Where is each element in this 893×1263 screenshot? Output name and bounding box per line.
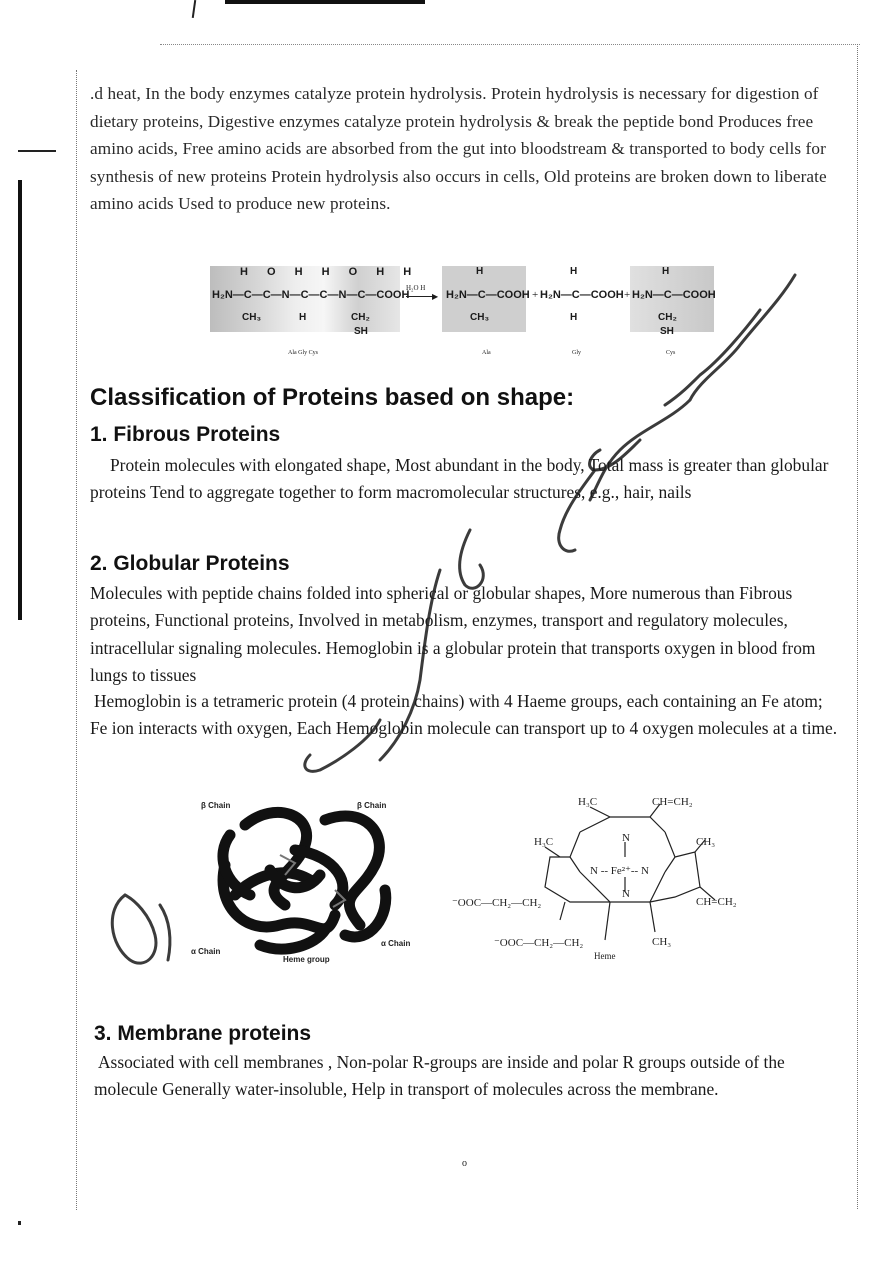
p3-ch2: CH₂ xyxy=(658,312,677,323)
hemoglobin-figure xyxy=(185,795,425,970)
heme-caption: Heme xyxy=(594,951,616,961)
heme-vinyl-right: CH=CH₂ xyxy=(696,896,737,908)
p2-h-bottom: H xyxy=(570,312,578,323)
hydrolysis-figure xyxy=(210,262,715,360)
right-margin-rule xyxy=(857,44,858,1209)
globular-heading: 2. Globular Proteins xyxy=(90,552,290,575)
heme-group-label: Heme group xyxy=(283,955,330,964)
scan-mark-top-bar xyxy=(225,0,425,4)
heme-center: N -- Fe²⁺-- N xyxy=(590,865,649,877)
left-sub-sh: SH xyxy=(354,326,368,337)
heme-ch3-bottom: CH₃ xyxy=(652,936,672,948)
top-dotted-rule xyxy=(160,44,860,45)
p2-h: H xyxy=(570,266,578,277)
caption-left: Ala Gly Cys xyxy=(288,350,318,356)
heme-h3c-top: H₃C xyxy=(578,796,598,808)
caption-p1: Ala xyxy=(482,350,491,356)
left-margin-rule xyxy=(76,70,77,1210)
classification-heading: Classification of Proteins based on shape: xyxy=(90,384,575,411)
caption-p2: Gly xyxy=(572,350,581,356)
p3-h: H xyxy=(662,266,670,277)
fibrous-paragraph: Protein molecules with elongated shape, Most abundant in the body, Total mass is greater than globular proteins Tend to aggregate together to form macromolecular structures, e.g., hair, nails xyxy=(90,455,829,503)
product-2: H₂N—C—COOH xyxy=(540,289,624,301)
caption-p3: Cys xyxy=(666,350,676,356)
product-3: H₂N—C—COOH xyxy=(632,289,716,301)
arrow-label: H₂O H xyxy=(406,284,426,292)
heme-ch3-right: CH₃ xyxy=(696,836,716,848)
alpha-chain-left-label: α Chain xyxy=(191,947,221,956)
membrane-heading: 3. Membrane proteins xyxy=(94,1022,312,1045)
plus-1: + xyxy=(532,289,539,301)
left-sub-ch3: CH₃ xyxy=(242,312,262,323)
beta-chain-left-label: β Chain xyxy=(201,801,231,810)
arrow-head: ▶ xyxy=(432,292,439,301)
scan-mark-left-dash xyxy=(18,150,56,152)
left-formula: H₂N—C—C—N—C—C—N—C—COOH xyxy=(212,289,410,301)
beta-chain-right-label: β Chain xyxy=(357,801,387,810)
membrane-paragraph: Associated with cell membranes , Non-polar R-groups are inside and polar R groups outside of the molecule Generally water-insoluble, Help in transport of molecules across the membrane. xyxy=(94,1052,785,1100)
left-sub-ch2: CH₂ xyxy=(351,312,370,323)
p3-sh: SH xyxy=(660,326,674,337)
scan-mark-dot xyxy=(18,1221,21,1225)
heme-h3c-left: H₃C xyxy=(534,836,554,848)
heme-propionate-upper: ⁻OOC—CH₂—CH₂ xyxy=(452,897,542,909)
page-mark: o xyxy=(462,1158,467,1169)
plus-2: + xyxy=(624,289,631,301)
heme-n-top: N xyxy=(622,832,630,844)
product-1: H₂N—C—COOH xyxy=(446,289,530,301)
left-groups: H O H H O H H xyxy=(240,266,420,278)
p1-h: H xyxy=(476,266,484,277)
fibrous-heading: 1. Fibrous Proteins xyxy=(90,423,281,446)
heme-propionate-lower: ⁻OOC—CH₂—CH₂ xyxy=(494,937,584,949)
left-sub-h: H xyxy=(299,312,307,323)
p1-ch3: CH₃ xyxy=(470,312,490,323)
scan-mark-left-bar xyxy=(18,180,22,620)
intro-paragraph: .d heat, In the body enzymes catalyze protein hydrolysis. Protein hydrolysis is necessary for digestion of dietary proteins, Digestive enzymes catalyze protein hydrolysis & break the peptide bond Produces free amino acids, Free amino acids are absorbed from the gut into bloodstream & transported to body cells for synthesis of new proteins Protein hydrolysis also occurs in cells, Old proteins are broken down to liberate amino acids Used to produce new proteins. xyxy=(90,84,827,213)
globular-paragraph-2: Hemoglobin is a tetrameric protein (4 protein chains) with 4 Haeme groups, each containing an Fe atom; Fe ion interacts with oxygen, Each Hemoglobin molecule can transport up to 4 oxygen molecules at a time. xyxy=(90,691,838,739)
heme-vinyl-top: CH=CH₂ xyxy=(652,796,693,808)
alpha-chain-right-label: α Chain xyxy=(381,939,411,948)
heme-n-bottom: N xyxy=(622,888,630,900)
globular-paragraph-1: Molecules with peptide chains folded into spherical or globular shapes, More numerous than Fibrous proteins, Functional proteins, Involved in metabolism, enzymes, transport and regulatory molecules, intracellular signaling molecules. Hemoglobin is a globular protein that transports oxygen in blood from lungs to tissues xyxy=(90,583,816,685)
heme-figure xyxy=(450,792,760,967)
scan-mark-top xyxy=(192,0,196,18)
